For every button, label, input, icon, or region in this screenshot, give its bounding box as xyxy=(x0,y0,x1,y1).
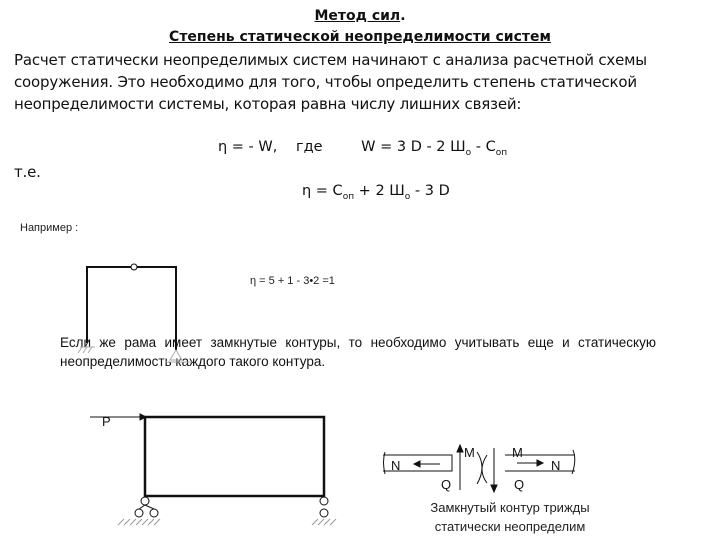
sub: о xyxy=(404,191,411,202)
title-dot: . xyxy=(400,8,406,24)
formula-lhs: η = - W, xyxy=(218,139,278,155)
example-formula: η = 5 + 1 - 3•2 =1 xyxy=(250,275,335,287)
formula-rhs: W = 3 D - 2 Ш xyxy=(361,139,466,155)
sub: оп xyxy=(342,191,355,202)
formula-part: η = C xyxy=(302,183,343,199)
intro-line: Расчет статически неопределимых систем начинают с анализа расчетной схемы xyxy=(14,51,647,69)
caption-line: статически неопределим xyxy=(434,519,586,534)
closed-frame xyxy=(90,414,336,525)
sub: оп xyxy=(495,147,508,158)
example-label: Например : xyxy=(20,222,79,234)
sub: о xyxy=(465,147,472,158)
formula-part: - 3 D xyxy=(410,183,450,199)
force-q-right: Q xyxy=(514,477,525,492)
force-m-left: M xyxy=(464,445,475,460)
example-frame xyxy=(78,264,192,362)
caption xyxy=(420,498,600,536)
force-n-left: N xyxy=(391,458,401,473)
force-q-left: Q xyxy=(441,477,452,492)
ie-label: т.е. xyxy=(14,163,41,181)
load-label: P xyxy=(102,414,111,429)
force-m-right: M xyxy=(512,445,523,460)
intro-line: неопределимости системы, которая равна числу лишних связей: xyxy=(14,95,522,113)
page-subtitle: Степень статической неопределимости систем xyxy=(169,29,551,45)
closed-contour-paragraph: Если же рама имеет замкнутые контуры, то необходимо учитывать еще и статическую неопределимость каждого такого контура. xyxy=(60,335,656,369)
intro-line: сооружения. Это необходимо для того, чтобы определить степень статической xyxy=(14,73,637,91)
formula-where: где xyxy=(295,139,323,155)
formula-part: + 2 Ш xyxy=(354,183,405,199)
internal-forces-diagram xyxy=(383,445,575,492)
title-text: Метод сил xyxy=(314,8,401,24)
formula-part: - C xyxy=(471,139,496,155)
caption-line: Замкнутый контур трижды xyxy=(430,500,590,515)
force-n-right: N xyxy=(551,458,561,473)
